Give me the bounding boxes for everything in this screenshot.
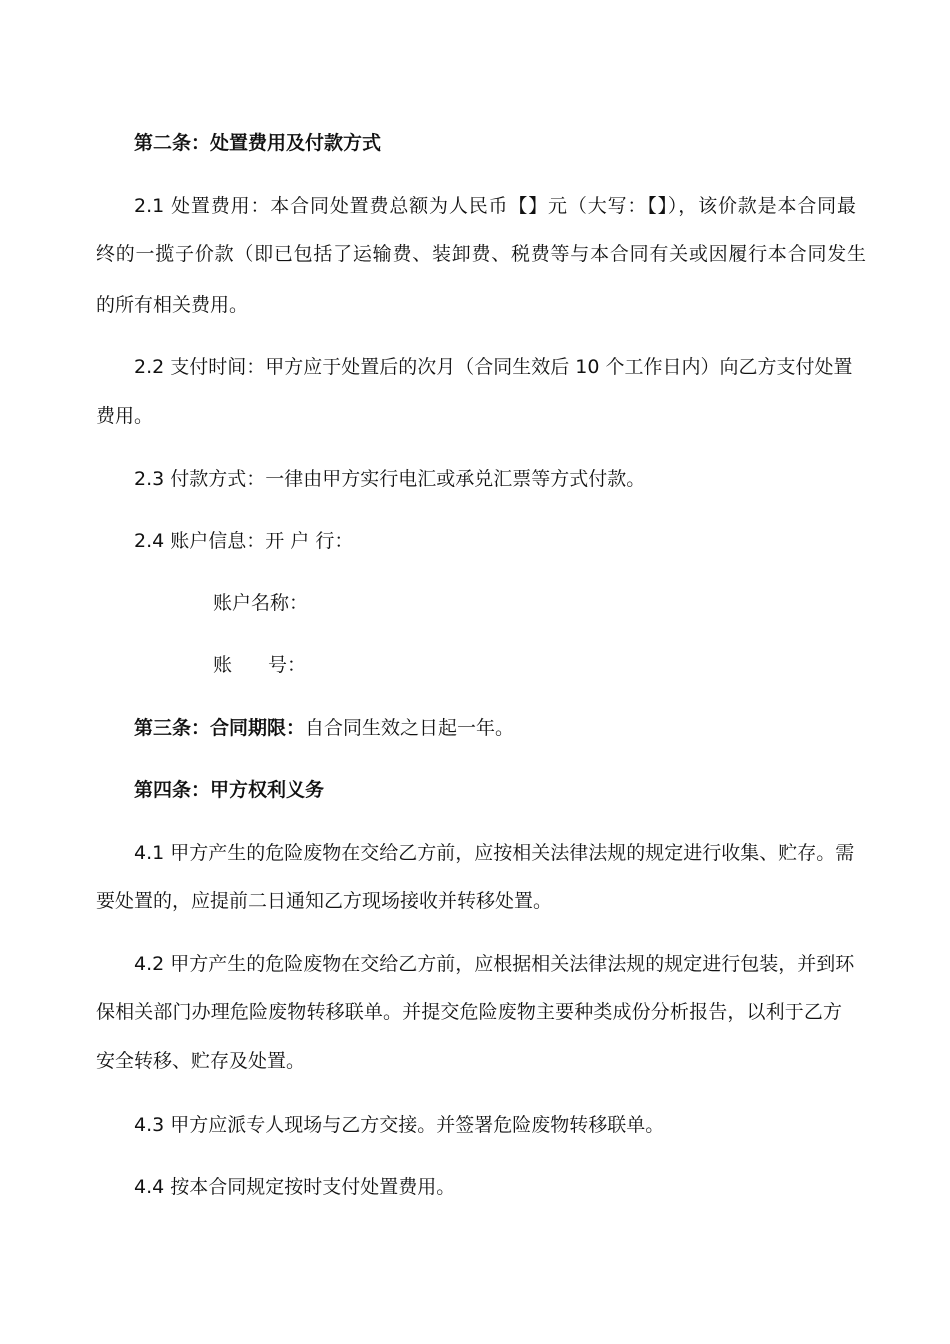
article-3-text: 自合同生效之日起一年。 <box>305 717 515 739</box>
account-number-label-b: 号： <box>268 654 307 676</box>
clause-2-4-bank: 2.4 账户信息：开 户 行： <box>134 530 354 552</box>
article-4-heading: 第四条：甲方权利义务 <box>134 779 325 801</box>
clause-2-3: 2.3 付款方式：一律由甲方实行电汇或承兑汇票等方式付款。 <box>134 468 646 490</box>
clause-4-3: 4.3 甲方应派专人现场与乙方交接。并签署危险废物转移联单。 <box>134 1114 665 1136</box>
clause-2-4-account-number <box>213 652 950 678</box>
article-2-heading: 第二条：处置费用及付款方式 <box>134 132 382 154</box>
clause-4-2-line-3: 安全转移、贮存及处置。 <box>96 1050 306 1072</box>
clause-2-1-line-2: 终的一揽子价款（即已包括了运输费、装卸费、税费等与本合同有关或因履行本合同发生 <box>96 243 866 265</box>
clause-4-1-line-2: 要处置的，应提前二日通知乙方现场接收并转移处置。 <box>96 890 553 912</box>
clause-4-1-line-1: 4.1 甲方产生的危险废物在交给乙方前，应按相关法律法规的规定进行收集、贮存。需 <box>134 842 855 864</box>
clause-2-4-account-name: 账户名称： <box>213 592 309 614</box>
clause-2-1-line-1: 2.1 处置费用：本合同处置费总额为人民币【】元（大写：【】），该价款是本合同最 <box>134 195 856 217</box>
clause-2-2-line-2: 费用。 <box>96 405 154 427</box>
clause-4-2-line-1: 4.2 甲方产生的危险废物在交给乙方前，应根据相关法律法规的规定进行包装，并到环 <box>134 953 855 975</box>
clause-2-2-line-1: 2.2 支付时间：甲方应于处置后的次月（合同生效后 10 个工作日内）向乙方支付处置 <box>134 356 853 378</box>
clause-2-1-line-3: 的所有相关费用。 <box>96 294 249 316</box>
clause-4-4: 4.4 按本合同规定按时支付处置费用。 <box>134 1176 456 1198</box>
account-number-label-a: 账 <box>213 654 233 676</box>
article-3-heading: 第三条：合同期限： <box>134 717 306 739</box>
article-3 <box>134 715 904 741</box>
clause-4-2-line-2: 保相关部门办理危险废物转移联单。并提交危险废物主要种类成份分析报告，以利于乙方 <box>96 1001 842 1023</box>
